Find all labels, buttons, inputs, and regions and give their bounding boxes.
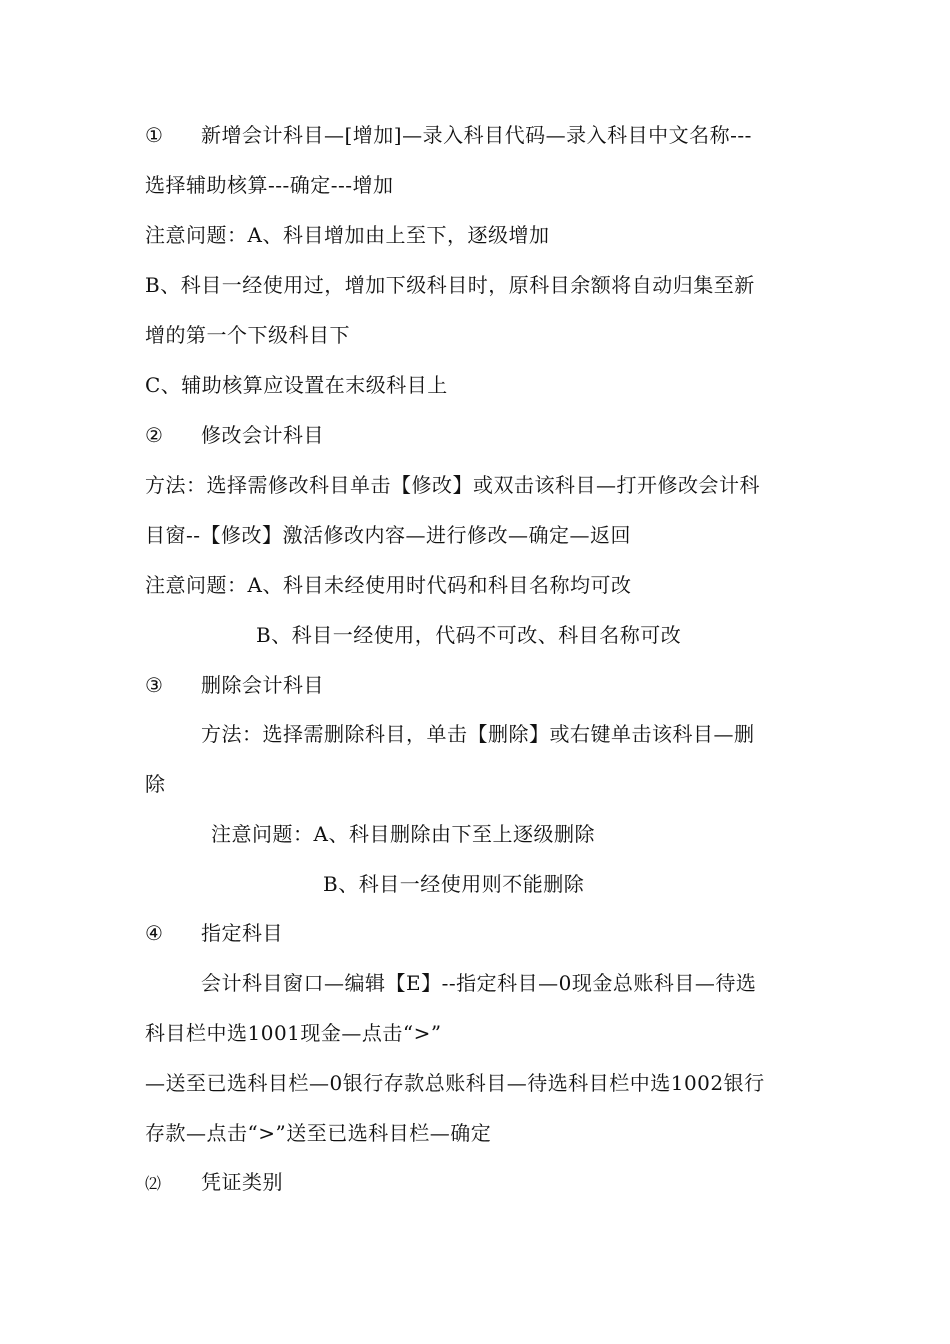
section-2-heading <box>145 1168 810 1198</box>
circled-number-1: ① <box>145 123 164 147</box>
designate-steps-continuation-1: 科目栏中选1001现金—点击“>” <box>145 1021 442 1045</box>
designate-steps-continuation-3: 存款—点击“>”送至已选科目栏—确定 <box>145 1121 492 1145</box>
item-4-heading <box>145 919 810 947</box>
delete-method: 方法：选择需删除科目，单击【删除】或右键单击该科目—删 <box>201 722 755 746</box>
item-2-heading <box>145 421 810 449</box>
circled-number-4: ④ <box>145 921 164 945</box>
section-2-text: 凭证类别 <box>201 1170 283 1194</box>
item-1-continuation: 选择辅助核算---确定---增加 <box>145 173 394 197</box>
note-add-c: C、辅助核算应设置在末级科目上 <box>145 373 448 397</box>
delete-method-continuation: 除 <box>145 772 166 796</box>
item-2-text: 修改会计科目 <box>201 423 324 447</box>
modify-method-continuation: 目窗--【修改】激活修改内容—进行修改—确定—返回 <box>145 523 632 547</box>
item-1-text: 新增会计科目—[增加]—录入科目代码—录入科目中文名称--- <box>201 123 752 147</box>
note-delete-a: 注意问题：A、科目删除由下至上逐级删除 <box>211 822 595 846</box>
designate-steps-continuation-2: —送至已选科目栏—0银行存款总账科目—待选科目栏中选1002银行 <box>145 1071 765 1095</box>
item-1-heading <box>145 121 810 149</box>
circled-number-2: ② <box>145 423 164 447</box>
note-add-a: 注意问题：A、科目增加由上至下，逐级增加 <box>145 223 550 247</box>
item-3-heading <box>145 671 810 699</box>
note-modify-b: B、科目一经使用，代码不可改、科目名称可改 <box>256 623 682 647</box>
note-add-b: B、科目一经使用过，增加下级科目时，原科目余额将自动归集至新 <box>145 273 755 297</box>
note-add-b-continuation: 增的第一个下级科目下 <box>145 323 350 347</box>
item-4-text: 指定科目 <box>201 921 283 945</box>
note-modify-a: 注意问题：A、科目未经使用时代码和科目名称均可改 <box>145 573 632 597</box>
parenthesized-number-2: ⑵ <box>145 1174 162 1193</box>
modify-method: 方法：选择需修改科目单击【修改】或双击该科目—打开修改会计科 <box>145 473 760 497</box>
designate-steps: 会计科目窗口—编辑【E】--指定科目—0现金总账科目—待选 <box>201 971 757 995</box>
circled-number-3: ③ <box>145 673 164 697</box>
item-3-text: 删除会计科目 <box>201 673 324 697</box>
note-delete-b: B、科目一经使用则不能删除 <box>323 872 585 896</box>
